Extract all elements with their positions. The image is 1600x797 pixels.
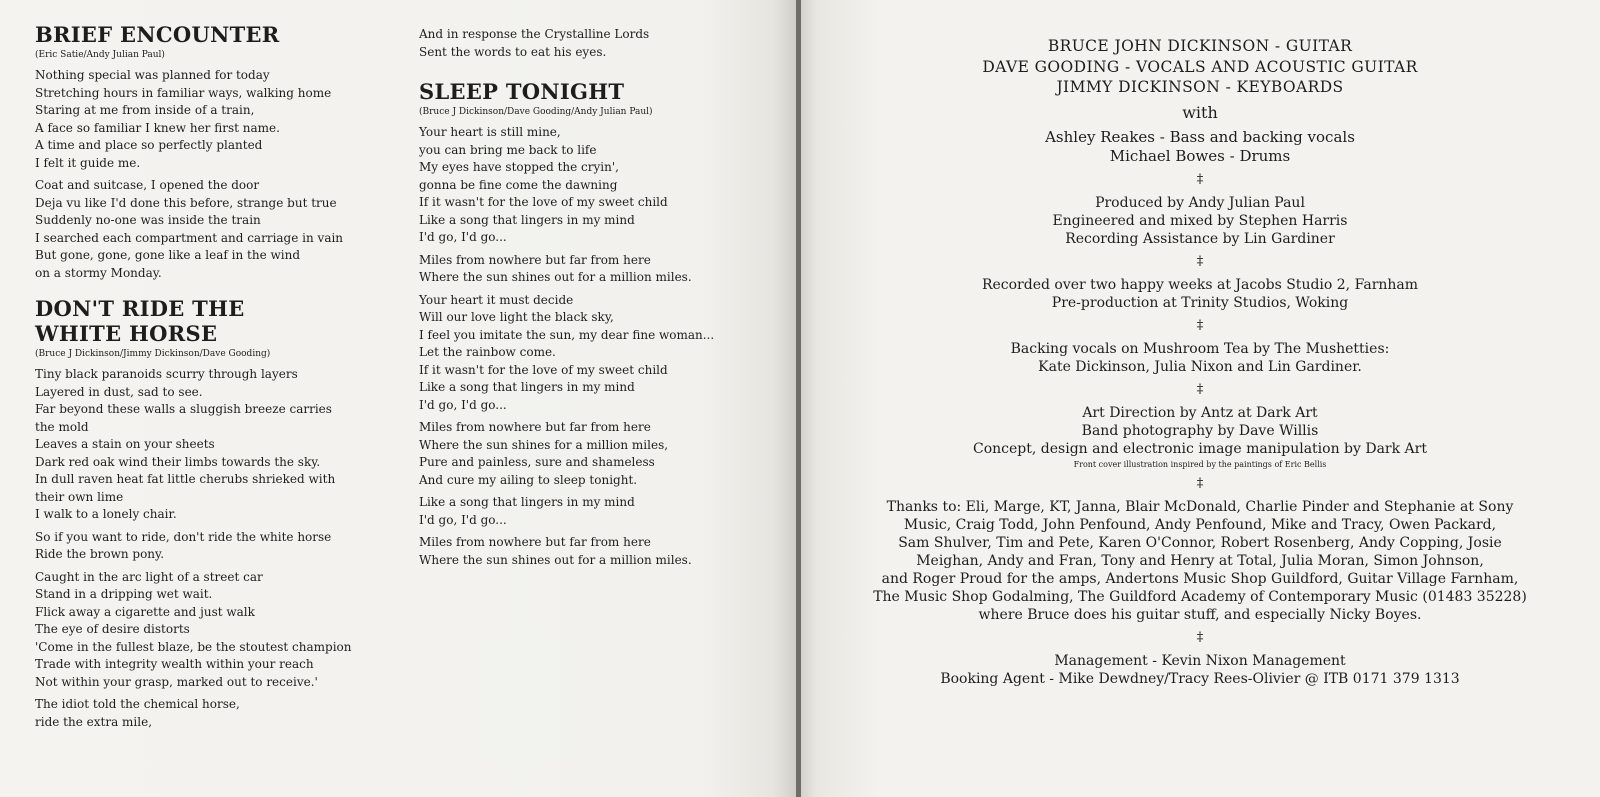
text-line: Ashley Reakes - Bass and backing vocals [1045, 127, 1355, 146]
text-line: Meighan, Andy and Fran, Tony and Henry at Total, Julia Moran, Simon Johnson, [916, 552, 1484, 569]
lyrics-column-left [35, 22, 395, 736]
stanza [35, 177, 395, 282]
text-line: Let the rainbow come. [419, 345, 556, 359]
text-line: and Roger Proud for the amps, Andertons Music Shop Guildford, Guitar Village Farnham, [881, 570, 1519, 587]
text-line: The eye of desire distorts [35, 622, 190, 636]
text-line: I walk to a lonely chair. [35, 507, 177, 521]
text-line: Flick away a cigarette and just walk [35, 604, 255, 619]
lyrics-stanzas [419, 124, 779, 569]
text-line: where Bruce does his guitar stuff, and especially Nicky Boyes. [978, 606, 1422, 623]
text-line: Sent the words to eat his eyes. [419, 44, 607, 59]
art-credits [820, 404, 1580, 458]
text-line: Booking Agent - Mike Dewdney/Tracy Rees-Olivier @ ITB 0171 379 1313 [940, 670, 1460, 687]
stanza [419, 534, 779, 569]
text-line: Like a song that lingers in my mind [419, 380, 635, 394]
text-line: Kate Dickinson, Julia Nixon and Lin Gardiner. [1038, 358, 1362, 375]
text-line: In dull raven heat fat little cherubs shrieked with [35, 472, 336, 486]
text-line: Engineered and mixed by Stephen Harris [1052, 212, 1348, 229]
text-line: Miles from nowhere but far from here [419, 252, 651, 267]
text-line: Where the sun shines for a million miles, [419, 437, 669, 452]
stanza [419, 494, 779, 529]
text-line: Recorded over two happy weeks at Jacobs Studio 2, Farnham [981, 276, 1419, 293]
separator-dagger: ‡ [1196, 171, 1204, 187]
lyrics-stanzas [35, 366, 395, 731]
text-line: Coat and suitcase, I opened the door [35, 178, 260, 192]
text-line: DAVE GOODING - VOCALS AND ACOUSTIC GUITAR [982, 57, 1418, 76]
text-line: So if you want to ride, don't ride the white horse [35, 529, 332, 544]
song-sleep-tonight [419, 79, 779, 569]
text-line: Where the sun shines out for a million miles. [419, 270, 692, 284]
text-line: Miles from nowhere but far from here [419, 420, 651, 434]
text-line: But gone, gone, gone like a leaf in the wind [35, 248, 301, 262]
text-line: Concept, design and electronic image manipulation by Dark Art [973, 440, 1427, 457]
with-label: with [1182, 102, 1218, 122]
session-musicians [820, 128, 1580, 166]
text-line: Caught in the arc light of a street car [35, 569, 263, 584]
text-line: BRUCE JOHN DICKINSON - GUITAR [1047, 37, 1353, 55]
text-line: Recording Assistance by Lin Gardiner [1065, 230, 1335, 247]
separator-dagger: ‡ [1196, 381, 1204, 397]
text-line: Tiny black paranoids scurry through layers [35, 367, 298, 381]
lyrics-stanzas [35, 67, 395, 282]
text-line: I'd go, I'd go... [419, 397, 507, 412]
text-line: their own lime [35, 489, 124, 504]
text-line: Miles from nowhere but far from here [419, 535, 651, 549]
text-line: Where the sun shines out for a million miles. [419, 552, 692, 567]
separator-dagger: ‡ [1196, 475, 1204, 491]
text-line: Backing vocals on Mushroom Tea by The Mushetties: [1010, 340, 1390, 357]
text-line: gonna be fine come the dawning [419, 177, 618, 192]
text-line: on a stormy Monday. [35, 265, 162, 280]
song-credit: (Bruce J Dickinson/Jimmy Dickinson/Dave Gooding) [35, 349, 271, 359]
song-title: SLEEP TONIGHT [419, 79, 625, 104]
band-lineup [820, 36, 1580, 98]
text-line: Far beyond these walls a sluggish breeze carries [35, 402, 332, 416]
text-line: Art Direction by Antz at Dark Art [1082, 404, 1318, 421]
stanza [35, 366, 395, 524]
text-line: Will our love light the black sky, [419, 310, 614, 324]
text-line: Deja vu like I'd done this before, strange but true [35, 195, 337, 210]
text-line: Trade with integrity wealth within your reach [35, 657, 314, 671]
continued-stanza [419, 26, 779, 61]
text-line: I felt it guide me. [35, 155, 141, 170]
text-line: Not within your grasp, marked out to receive.' [35, 674, 318, 689]
text-line: The idiot told the chemical horse, [35, 697, 240, 711]
text-line: Suddenly no-one was inside the train [35, 213, 261, 227]
text-line: I feel you imitate the sun, my dear fine woman... [419, 327, 715, 342]
text-line: Ride the brown pony. [35, 547, 165, 561]
text-line: Pure and painless, sure and shameless [419, 455, 655, 469]
stanza [419, 419, 779, 489]
text-line: Leaves a stain on your sheets [35, 437, 215, 451]
text-line: Sam Shulver, Tim and Pete, Karen O'Connor, Robert Rosenberg, Andy Copping, Josie [898, 534, 1502, 551]
text-line: I searched each compartment and carriage in vain [35, 230, 344, 245]
lyrics-column-middle [419, 26, 779, 574]
song-title-line-2: WHITE HORSE [35, 321, 218, 346]
text-line: I'd go, I'd go... [419, 512, 507, 527]
song-title: BRIEF ENCOUNTER [35, 22, 280, 47]
recording-credits [820, 276, 1580, 312]
separator-dagger: ‡ [1196, 253, 1204, 269]
song-title-line-1: DON'T RIDE THE [35, 296, 245, 321]
text-line: ride the extra mile, [35, 714, 153, 729]
text-line: the mold [35, 419, 89, 434]
text-line: Thanks to: Eli, Marge, KT, Janna, Blair McDonald, Charlie Pinder and Stephanie at Sony [886, 498, 1514, 515]
song-brief-encounter [35, 22, 395, 282]
thanks-list [820, 498, 1580, 624]
management-credits [820, 652, 1580, 688]
stanza [419, 124, 779, 247]
text-line: Stand in a dripping wet wait. [35, 587, 213, 601]
text-line: Your heart it must decide [419, 292, 574, 307]
text-line: And cure my ailing to sleep tonight. [419, 472, 638, 487]
song-dont-ride-the-white-horse [35, 296, 395, 731]
text-line: I'd go, I'd go... [419, 230, 507, 244]
stanza [35, 569, 395, 692]
text-line: Staring at me from inside of a train, [35, 103, 255, 117]
text-line: Like a song that lingers in my mind [419, 495, 635, 509]
song-credit: (Eric Satie/Andy Julian Paul) [35, 50, 165, 60]
production-credits [820, 194, 1580, 248]
song-credit: (Bruce J Dickinson/Dave Gooding/Andy Julian Paul) [419, 107, 653, 117]
stanza [35, 529, 395, 564]
text-line: JIMMY DICKINSON - KEYBOARDS [1056, 78, 1344, 96]
text-line: Michael Bowes - Drums [1109, 146, 1291, 165]
stanza [419, 252, 779, 287]
text-line: you can bring me back to life [419, 142, 597, 157]
text-line: Management - Kevin Nixon Management [1054, 652, 1346, 669]
text-line: And in response the Crystalline Lords [419, 27, 650, 41]
text-line: Stretching hours in familiar ways, walking home [35, 85, 332, 100]
separator-dagger: ‡ [1196, 629, 1204, 645]
text-line: A face so familiar I knew her first name. [35, 120, 280, 135]
text-line: Dark red oak wind their limbs towards the sky. [35, 454, 321, 469]
stanza [419, 292, 779, 415]
backing-vocals-credits [820, 340, 1580, 376]
stanza [35, 67, 395, 172]
text-line: A time and place so perfectly planted [35, 138, 263, 152]
album-credits [820, 36, 1580, 688]
text-line: If it wasn't for the love of my sweet child [419, 195, 668, 209]
text-line: Pre-production at Trinity Studios, Woking [1051, 294, 1349, 311]
text-line: Nothing special was planned for today [35, 68, 270, 82]
text-line: Like a song that lingers in my mind [419, 212, 635, 227]
text-line: Your heart is still mine, [419, 125, 561, 139]
text-line: The Music Shop Godalming, The Guildford Academy of Contemporary Music (01483 35228) [873, 588, 1527, 605]
separator-dagger: ‡ [1196, 317, 1204, 333]
text-line: 'Come in the fullest blaze, be the stoutest champion [35, 639, 352, 654]
text-line: My eyes have stopped the cryin', [419, 160, 619, 174]
text-line: If it wasn't for the love of my sweet child [419, 362, 668, 377]
cover-illustration-note: Front cover illustration inspired by the paintings of Eric Bellis [1073, 459, 1327, 469]
text-line: Music, Craig Todd, John Penfound, Andy Penfound, Mike and Tracy, Owen Packard, [903, 516, 1497, 533]
text-line: Band photography by Dave Willis [1081, 422, 1319, 439]
stanza [35, 696, 395, 731]
text-line: Layered in dust, sad to see. [35, 384, 203, 399]
text-line: Produced by Andy Julian Paul [1095, 194, 1305, 211]
